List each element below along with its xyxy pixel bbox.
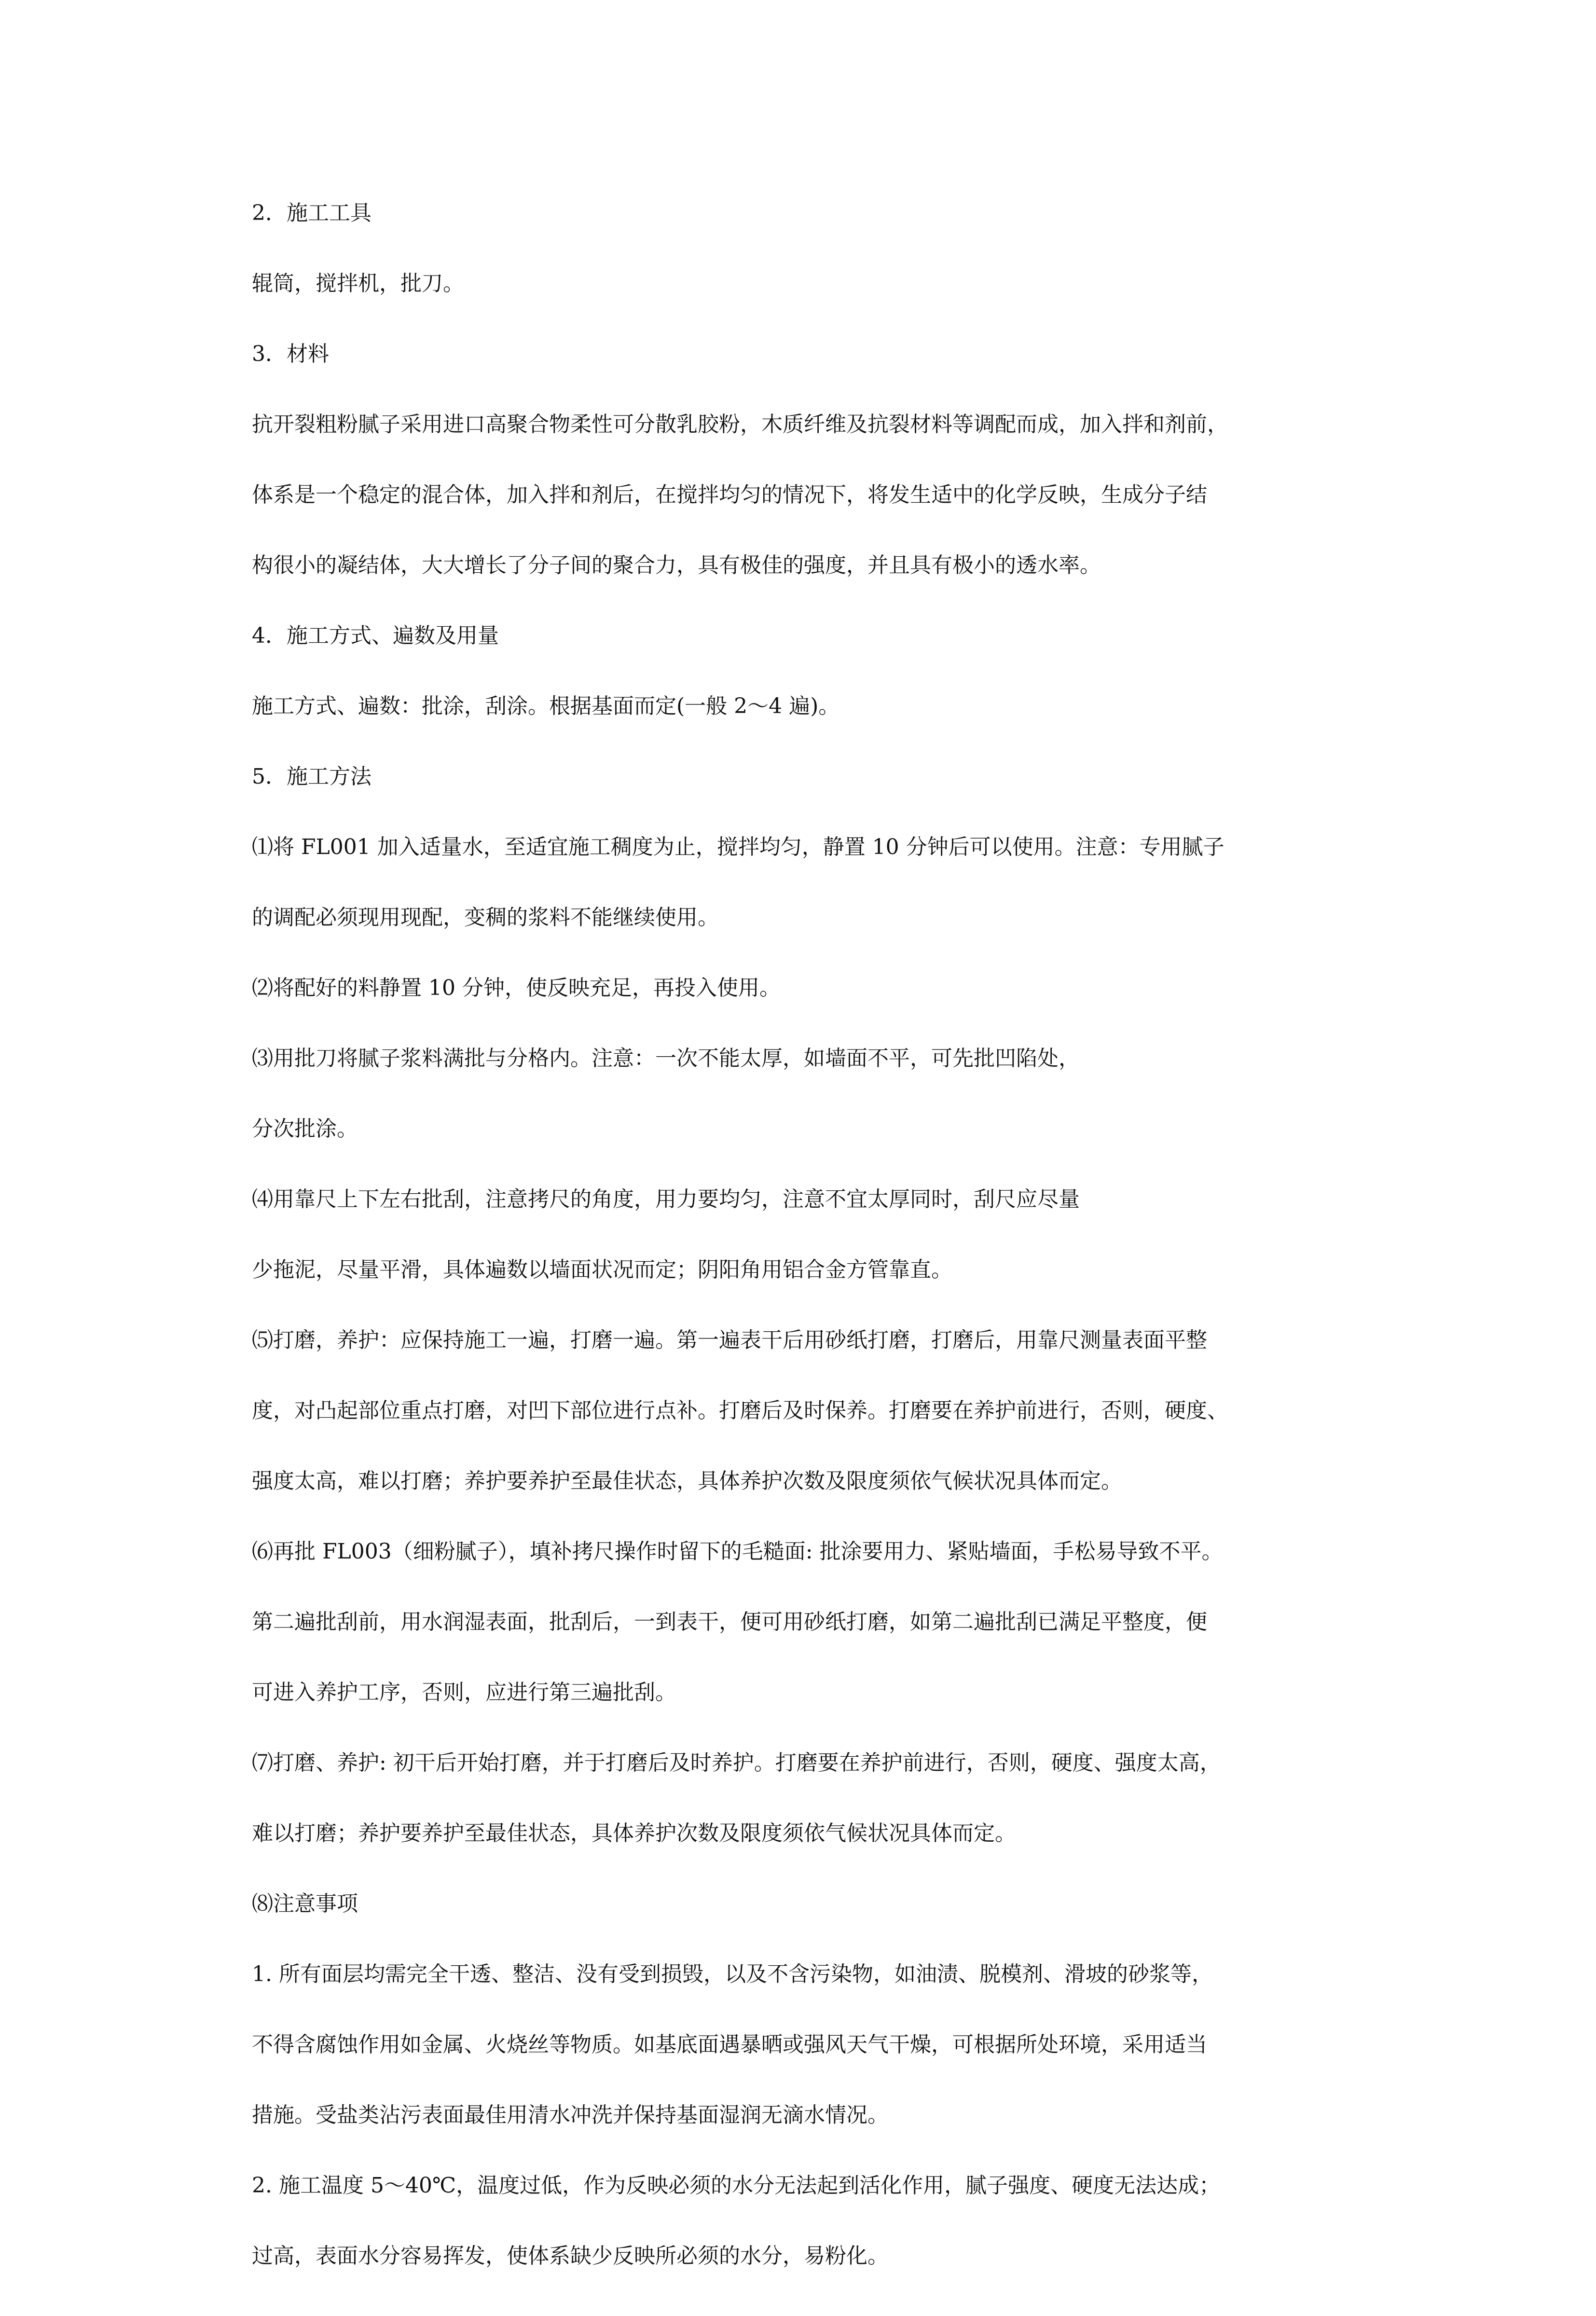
paragraph-line: 过高，表面水分容易挥发，使体系缺少反映所必须的水分，易粉化。 bbox=[252, 2244, 889, 2268]
paragraph-line: ⑺打磨、养护: 初干后开始打磨，并于打磨后及时养护。打磨要在养护前进行，否则，硬度、强度太高， bbox=[252, 1751, 1221, 1775]
paragraph-line: ⑵将配好的料静置 10 分钟，使反映充足，再投入使用。 bbox=[252, 976, 781, 1000]
paragraph-line: 可进入养护工序，否则，应进行第三遍批刮。 bbox=[252, 1680, 676, 1705]
paragraph-line: 分次批涂。 bbox=[252, 1117, 358, 1141]
paragraph-line: 抗开裂粗粉腻子采用进口高聚合物柔性可分散乳胶粉，木质纤维及抗裂材料等调配而成，加入拌和剂前， bbox=[252, 412, 1228, 437]
section-heading-materials: 3．材料 bbox=[252, 342, 329, 366]
paragraph-line: ⑸打磨，养护：应保持施工一遍，打磨一遍。第一遍表干后用砂纸打磨，打磨后，用靠尺测量表面平整 bbox=[252, 1328, 1207, 1352]
paragraph-line: ⑷用靠尺上下左右批刮，注意拷尺的角度，用力要均匀，注意不宜太厚同时，刮尺应尽量 bbox=[252, 1187, 1080, 1212]
section-heading-notes: ⑻注意事项 bbox=[252, 1891, 358, 1916]
paragraph-line: 构很小的凝结体，大大增长了分子间的聚合力，具有极佳的强度，并且具有极小的透水率。 bbox=[252, 553, 1101, 578]
paragraph-line: 施工方式、遍数：批涂，刮涂。根据基面而定(一般 2～4 遍)。 bbox=[252, 694, 840, 718]
paragraph-line: 难以打磨；养护要养护至最佳状态，具体养护次数及限度须依气候状况具体而定。 bbox=[252, 1821, 1016, 1846]
paragraph-line: ⑶用批刀将腻子浆料满批与分格内。注意：一次不能太厚，如墙面不平，可先批凹陷处， bbox=[252, 1046, 1080, 1071]
paragraph-line: ⑹再批 FL003（细粉腻子），填补拷尺操作时留下的毛糙面: 批涂要用力、紧贴墙面，手松易导致不平。 bbox=[252, 1539, 1223, 1564]
paragraph-line: 辊筒，搅拌机，批刀。 bbox=[252, 271, 464, 296]
paragraph-line: 不得含腐蚀作用如金属、火烧丝等物质。如基底面遇暴晒或强风天气干燥，可根据所处环境，采用适当 bbox=[252, 2032, 1207, 2057]
paragraph-line: 措施。受盐类沾污表面最佳用清水冲洗并保持基面湿润无滴水情况。 bbox=[252, 2103, 889, 2127]
paragraph-line: 1. 所有面层均需完全干透、整洁、没有受到损毁，以及不含污染物，如油渍、脱模剂、滑坡的砂浆等， bbox=[252, 1962, 1213, 1986]
paragraph-line: 少拖泥，尽量平滑，具体遍数以墙面状况而定；阴阳角用铝合金方管靠直。 bbox=[252, 1257, 952, 1282]
document-body bbox=[252, 203, 1362, 2316]
section-heading-procedure: 5．施工方法 bbox=[252, 764, 371, 789]
section-heading-tools: 2．施工工具 bbox=[252, 201, 371, 225]
paragraph-line: 第二遍批刮前，用水润湿表面，批刮后，一到表干，便可用砂纸打磨，如第二遍批刮已满足平整度，便 bbox=[252, 1610, 1207, 1634]
paragraph-line: 2. 施工温度 5～40℃，温度过低，作为反映必须的水分无法起到活化作用，腻子强度、硬度无法达成； bbox=[252, 2173, 1221, 2198]
section-heading-method-passes: 4．施工方式、遍数及用量 bbox=[252, 623, 499, 648]
paragraph-line: 的调配必须现用现配，变稠的浆料不能继续使用。 bbox=[252, 905, 719, 930]
paragraph-line: ⑴将 FL001 加入适量水，至适宜施工稠度为止，搅拌均匀，静置 10 分钟后可以使用。注意：专用腻子 bbox=[252, 835, 1225, 859]
paragraph-line: 体系是一个稳定的混合体，加入拌和剂后，在搅拌均匀的情况下，将发生适中的化学反映，生成分子结 bbox=[252, 482, 1207, 507]
paragraph-line: 强度太高，难以打磨；养护要养护至最佳状态，具体养护次数及限度须依气候状况具体而定。 bbox=[252, 1469, 1122, 1493]
paragraph-line: 度，对凸起部位重点打磨，对凹下部位进行点补。打磨后及时保养。打磨要在养护前进行，否则，硬度、 bbox=[252, 1398, 1228, 1423]
